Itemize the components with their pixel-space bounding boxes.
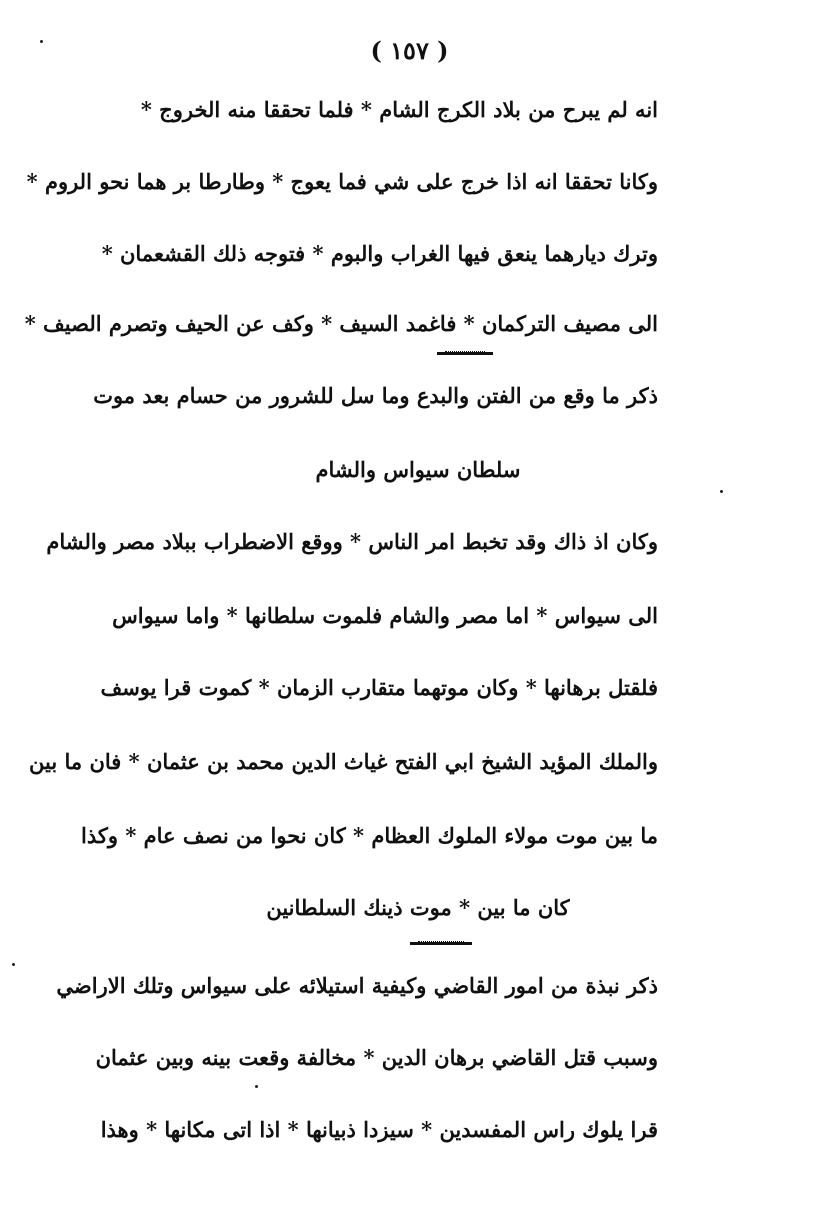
scan-speck bbox=[720, 490, 723, 493]
text-line-11: وسبب قتل القاضي برهان الدين * مخالفة وقعت بينه وبين عثمان bbox=[95, 1045, 658, 1070]
text-line-7: فلقتل برهانها * وكان موتهما متقارب الزمان * كموت قرا يوسف bbox=[100, 675, 658, 700]
text-line-5: وكان اذ ذاك وقد تخبط امر الناس * ووقع الاضطراب ببلاد مصر والشام bbox=[46, 529, 658, 554]
text-line-6: الى سيواس * اما مصر والشام فلموت سلطانها * واما سيواس bbox=[112, 603, 658, 628]
scan-speck bbox=[12, 963, 15, 966]
text-line-2: وكانا تحققا انه اذا خرج على شي فما يعوج * وطارطا بر هما نحو الروم * bbox=[26, 169, 658, 194]
section-divider bbox=[410, 942, 472, 945]
text-line-1: انه لم يبرح من بلاد الكرج الشام * فلما تحققا منه الخروج * bbox=[140, 97, 658, 122]
text-line-3: وترك ديارهما ينعق فيها الغراب والبوم * فتوجه ذلك القشعمان * bbox=[101, 241, 658, 266]
text-line-8: والملك المؤيد الشيخ ابي الفتح غياث الدين محمد بن عثمان * فان ما بين bbox=[29, 749, 658, 774]
text-line-9: ما بين موت مولاء الملوك العظام * كان نحوا من نصف عام * وكذا bbox=[81, 823, 658, 848]
section-divider bbox=[437, 352, 493, 355]
scan-speck bbox=[40, 40, 43, 43]
text-line-10: كان ما بين * موت ذينك السلطانين bbox=[266, 895, 570, 920]
text-line-12: قرا يلوك راس المفسدين * سيزدا ذبيانها * اذا اتى مكانها * وهذا bbox=[100, 1117, 658, 1142]
section-heading-line-1: ذكر ما وقع من الفتن والبدع وما سل للشرور من حسام بعد موت bbox=[93, 383, 658, 408]
section-heading-line-2: سلطان سيواس والشام bbox=[315, 457, 521, 482]
section-heading-line-3: ذكر نبذة من امور القاضي وكيفية استيلائه على سيواس وتلك الاراضي bbox=[56, 973, 658, 998]
scan-speck bbox=[255, 1085, 258, 1088]
text-line-4: الى مصيف التركمان * فاغمد السيف * وكف عن الحيف وتصرم الصيف * bbox=[24, 311, 658, 336]
page-number: ( ١٥٧ ) bbox=[370, 36, 449, 65]
